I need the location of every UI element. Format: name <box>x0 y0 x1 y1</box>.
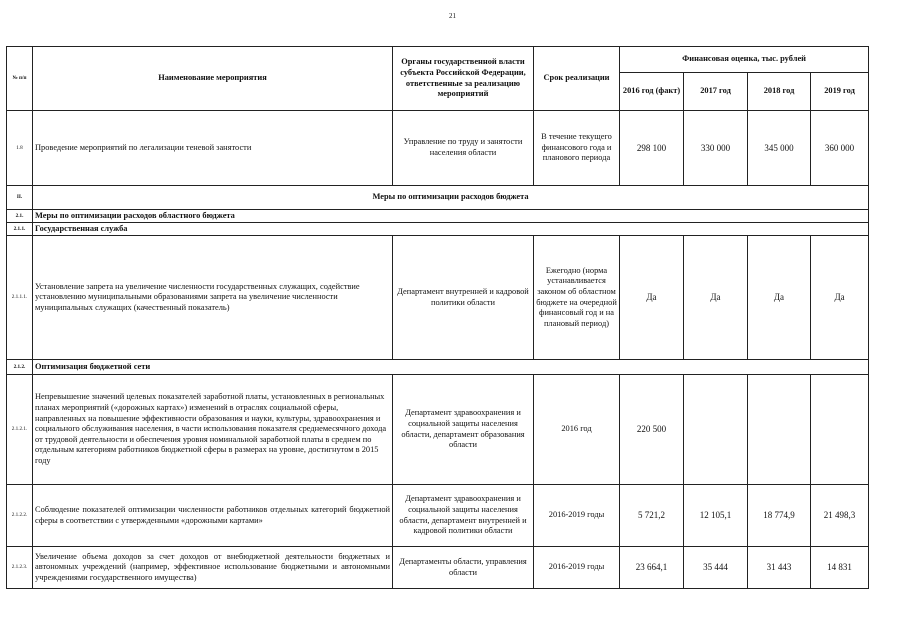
row-org: Департамент здравоохранения и социальной защиты населения области, департамент образования области <box>393 375 534 485</box>
row-value-2016: 298 100 <box>620 111 684 186</box>
row-value-2019: Да <box>811 236 869 360</box>
header-name: Наименование мероприятия <box>33 47 393 111</box>
row-num: 2.1.2.1. <box>7 375 33 485</box>
header-fin: Финансовая оценка, тыс. рублей <box>620 47 869 73</box>
row-num: 1.8 <box>7 111 33 186</box>
row-name: Непревышение значений целевых показателей заработной платы, установленных в региональных планах мероприятий («дорожных картах») изменений в отраслях социальной сферы, направленных на повышение эффективности образования и науки, культуры, здравоохранения и социального обслуживания населения, в части использования показателя среднемесячного дохода от трудовой деятельности и обеспечения уровня номинальной заработной платы в среднем по отдельным категориям работников бюджетной сферы в размерах на уровне, достигнутом в 2015 году <box>33 375 393 485</box>
table-row <box>7 485 869 547</box>
row-name: Установление запрета на увеличение численности государственных служащих, содействие установлению муниципальными образованиями запрета на увеличение численности муниципальных служащих (качественный показатель) <box>33 236 393 360</box>
subsection-title: Меры по оптимизации расходов областного бюджета <box>33 210 869 223</box>
row-value-2019: 360 000 <box>811 111 869 186</box>
row-value-2017: 35 444 <box>684 547 748 589</box>
table-row <box>7 547 869 589</box>
table-row <box>7 375 869 485</box>
page-number: 21 <box>449 12 456 20</box>
subsection-row <box>7 210 869 223</box>
row-org: Управление по труду и занятости населения области <box>393 111 534 186</box>
row-value-2016: 5 721,2 <box>620 485 684 547</box>
header-row <box>7 47 869 73</box>
row-value-2016: Да <box>620 236 684 360</box>
row-value-2018 <box>748 375 811 485</box>
row-num: 2.1.2.3. <box>7 547 33 589</box>
section-num: II. <box>7 186 33 210</box>
row-value-2018: 18 774,9 <box>748 485 811 547</box>
row-name: Проведение мероприятий по легализации теневой занятости <box>33 111 393 186</box>
row-term: 2016-2019 годы <box>534 547 620 589</box>
row-value-2016: 220 500 <box>620 375 684 485</box>
subsection-num: 2.1. <box>7 210 33 223</box>
header-year-2019: 2019 год <box>811 73 869 111</box>
row-value-2018: 31 443 <box>748 547 811 589</box>
row-term: Ежегодно (норма устанавливается законом об областном бюджете на очередной финансовый год и на плановый период) <box>534 236 620 360</box>
subsection-row <box>7 223 869 236</box>
row-num: 2.1.1.1. <box>7 236 33 360</box>
section-row <box>7 186 869 210</box>
table-row <box>7 111 869 186</box>
row-value-2019: 14 831 <box>811 547 869 589</box>
table-row <box>7 236 869 360</box>
row-value-2017 <box>684 375 748 485</box>
subsection-num: 2.1.2. <box>7 360 33 375</box>
row-term: В течение текущего финансового года и планового периода <box>534 111 620 186</box>
row-value-2016: 23 664,1 <box>620 547 684 589</box>
row-org: Департаменты области, управления области <box>393 547 534 589</box>
header-year-2018: 2018 год <box>748 73 811 111</box>
row-value-2018: 345 000 <box>748 111 811 186</box>
row-value-2018: Да <box>748 236 811 360</box>
row-term: 2016 год <box>534 375 620 485</box>
row-org: Департамент внутренней и кадровой политики области <box>393 236 534 360</box>
header-year-2017: 2017 год <box>684 73 748 111</box>
header-year-2016: 2016 год (факт) <box>620 73 684 111</box>
row-term: 2016-2019 годы <box>534 485 620 547</box>
row-org: Департамент здравоохранения и социальной защиты населения области, департамент внутренней и кадровой политики области <box>393 485 534 547</box>
row-value-2017: 12 105,1 <box>684 485 748 547</box>
section-title: Меры по оптимизации расходов бюджета <box>33 186 869 210</box>
subsection-num: 2.1.1. <box>7 223 33 236</box>
row-name: Увеличение объема доходов за счет доходов от внебюджетной деятельности бюджетных и автономных учреждений (например, эффективное использование бюджетными и автономными учреждениями государственного имущества) <box>33 547 393 589</box>
subsection-title: Государственная служба <box>33 223 869 236</box>
measures-table <box>6 46 869 589</box>
row-value-2017: Да <box>684 236 748 360</box>
row-value-2017: 330 000 <box>684 111 748 186</box>
subsection-title: Оптимизация бюджетной сети <box>33 360 869 375</box>
header-term: Срок реализации <box>534 47 620 111</box>
row-num: 2.1.2.2. <box>7 485 33 547</box>
header-org: Органы государственной власти субъекта Российской Федерации, ответственные за реализацию мероприятий <box>393 47 534 111</box>
row-value-2019 <box>811 375 869 485</box>
row-name: Соблюдение показателей оптимизации численности работников отдельных категорий бюджетной сферы в соответствии с утвержденными «дорожными картами» <box>33 485 393 547</box>
subsection-row <box>7 360 869 375</box>
header-num: № п/п <box>7 47 33 111</box>
row-value-2019: 21 498,3 <box>811 485 869 547</box>
